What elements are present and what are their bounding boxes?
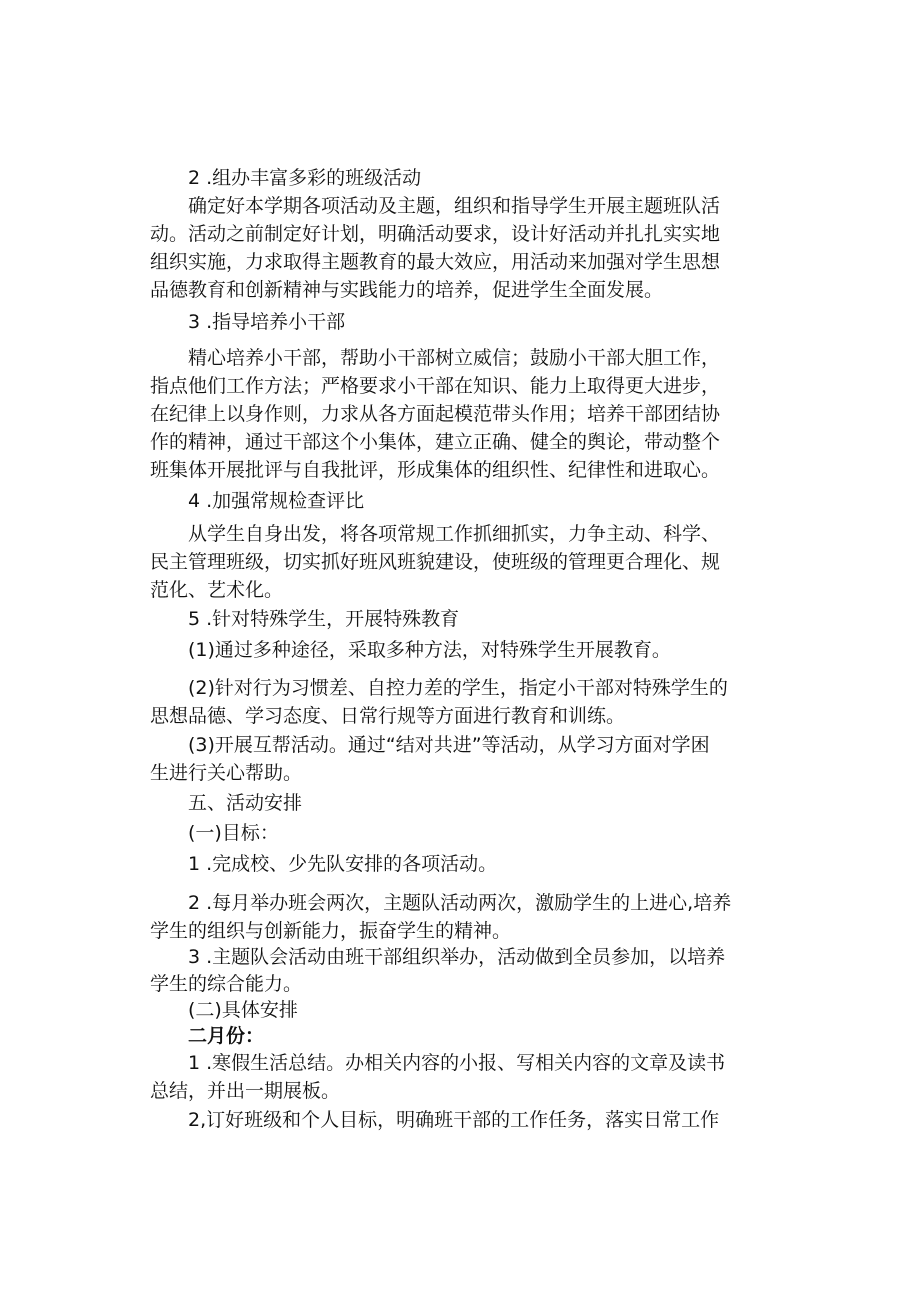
paragraph-line: 动。活动之前制定好计划，明确活动要求，设计好活动并扎扎实实地	[150, 223, 721, 245]
subsection-heading: (二)具体安排	[188, 999, 298, 1021]
subsection-heading: (一)目标：	[188, 822, 279, 844]
paragraph-line: 学生的组织与创新能力，振奋学生的精神。	[150, 920, 512, 942]
section-heading: 五、活动安排	[188, 792, 303, 814]
list-item: 3 .主题队会活动由班干部组织举办，活动做到全员参加，以培养	[188, 946, 726, 968]
paragraph-line: 品德教育和创新精神与实践能力的培养，促进学生全面发展。	[150, 279, 664, 301]
list-item: 2,订好班级和个人目标，明确班干部的工作任务，落实日常工作	[188, 1109, 720, 1131]
paragraph-line: 精心培养小干部，帮助小干部树立威信；鼓励小干部大胆工作，	[188, 347, 721, 369]
list-item: 1 .寒假生活总结。办相关内容的小报、写相关内容的文章及读书	[188, 1052, 726, 1074]
paragraph-line: 确定好本学期各项活动及主题，组织和指导学生开展主题班队活	[188, 195, 721, 217]
month-heading: 二月份：	[188, 1025, 265, 1047]
paragraph-line: 指点他们工作方法；严格要求小干部在知识、能力上取得更大进步，	[150, 375, 721, 397]
paragraph-line: 作的精神，通过干部这个小集体，建立正确、健全的舆论，带动整个	[150, 431, 721, 453]
paragraph-line: 民主管理班级，切实抓好班风班貌建设，使班级的管理更合理化、规	[150, 551, 721, 573]
list-item: (1)通过多种途径，采取多种方法，对特殊学生开展教育。	[188, 639, 671, 661]
paragraph-line: 班集体开展批评与自我批评，形成集体的组织性、纪律性和进取心。	[150, 459, 721, 481]
list-item: (3)开展互帮活动。通过“结对共进”等活动，从学习方面对学困	[188, 734, 710, 756]
heading-item-4: 4 .加强常规检查评比	[188, 490, 365, 512]
paragraph-line: 组织实施，力求取得主题教育的最大效应，用活动来加强对学生思想	[150, 251, 721, 273]
paragraph-line: 总结，并出一期展板。	[150, 1080, 341, 1102]
paragraph-line: 思想品德、学习态度、日常行规等方面进行教育和训练。	[150, 705, 626, 727]
paragraph-line: 生进行关心帮助。	[150, 762, 303, 784]
paragraph-line: 范化、艺术化。	[150, 579, 284, 601]
paragraph-line: 学生的综合能力。	[150, 973, 303, 995]
paragraph-line: 从学生自身出发，将各项常规工作抓细抓实，力争主动、科学、	[188, 523, 721, 545]
list-item: 1 .完成校、少先队安排的各项活动。	[188, 853, 498, 875]
paragraph-line: 在纪律上以身作则，力求从各方面起模范带头作用；培养干部团结协	[150, 403, 721, 425]
heading-item-5: 5 .针对特殊学生，开展特殊教育	[188, 608, 460, 630]
list-item: 2 .每月举办班会两次，主题队活动两次，激励学生的上进心,培养	[188, 892, 732, 914]
heading-item-3: 3 .指导培养小干部	[188, 311, 346, 333]
heading-item-2: 2 .组办丰富多彩的班级活动	[188, 167, 422, 189]
list-item: (2)针对行为习惯差、自控力差的学生，指定小干部对特殊学生的	[188, 677, 728, 699]
